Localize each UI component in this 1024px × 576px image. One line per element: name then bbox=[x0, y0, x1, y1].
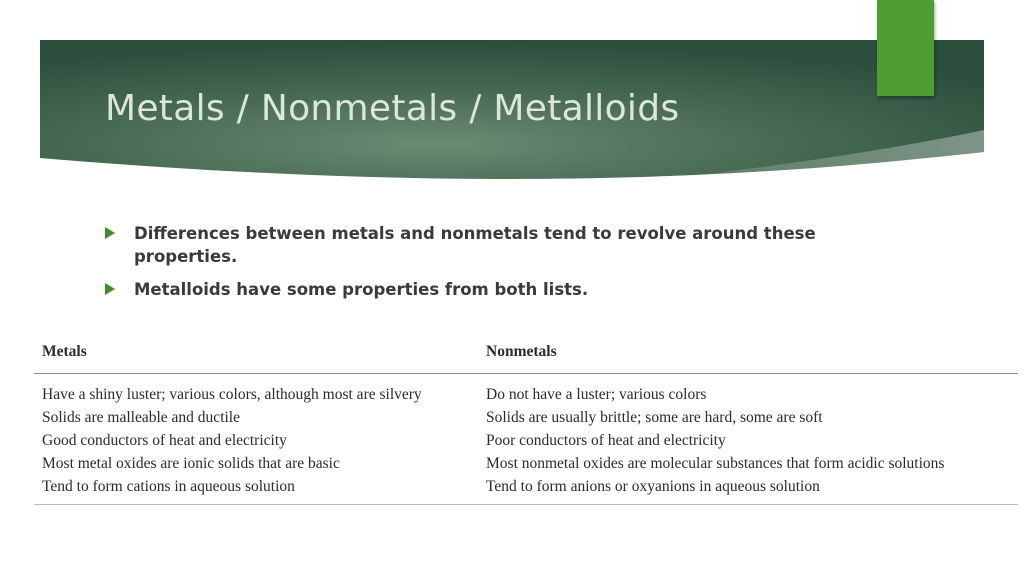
table-cell: Solids are malleable and ductile bbox=[42, 409, 240, 426]
bullet-list bbox=[104, 222, 844, 311]
table-row bbox=[34, 374, 1018, 407]
table-row bbox=[34, 475, 1018, 505]
table-cell: Good conductors of heat and electricity bbox=[42, 432, 287, 449]
bullet-item bbox=[104, 278, 844, 301]
table-row bbox=[34, 406, 1018, 429]
header-metals: Metals bbox=[34, 338, 478, 374]
bullet-text: Differences between metals and nonmetals tend to revolve around these properties. bbox=[134, 224, 816, 266]
table-row bbox=[34, 452, 1018, 475]
table-cell: Do not have a luster; various colors bbox=[486, 386, 707, 403]
triangle-bullet-icon bbox=[105, 227, 115, 239]
triangle-bullet-icon bbox=[105, 283, 115, 295]
table-cell: Poor conductors of heat and electricity bbox=[486, 432, 726, 449]
table-cell: Solids are usually brittle; some are hard, some are soft bbox=[486, 409, 823, 426]
header-nonmetals: Nonmetals bbox=[478, 338, 1018, 374]
table-cell: Tend to form cations in aqueous solution bbox=[34, 475, 478, 505]
accent-tab bbox=[877, 0, 934, 96]
bullet-text: Metalloids have some properties from both lists. bbox=[134, 280, 589, 299]
table-row bbox=[34, 429, 1018, 452]
table-cell: Have a shiny luster; various colors, although most are silvery bbox=[42, 386, 422, 403]
slide-title: Metals / Nonmetals / Metalloids bbox=[105, 88, 680, 129]
properties-table bbox=[34, 338, 1018, 505]
table-cell: Tend to form anions or oxyanions in aqueous solution bbox=[478, 475, 1018, 505]
table-cell: Most metal oxides are ionic solids that are basic bbox=[42, 455, 340, 472]
table-cell: Most nonmetal oxides are molecular substances that form acidic solutions bbox=[486, 455, 945, 472]
table-header-row bbox=[34, 338, 1018, 374]
comparison-table bbox=[34, 338, 1018, 505]
bullet-item bbox=[104, 222, 844, 268]
